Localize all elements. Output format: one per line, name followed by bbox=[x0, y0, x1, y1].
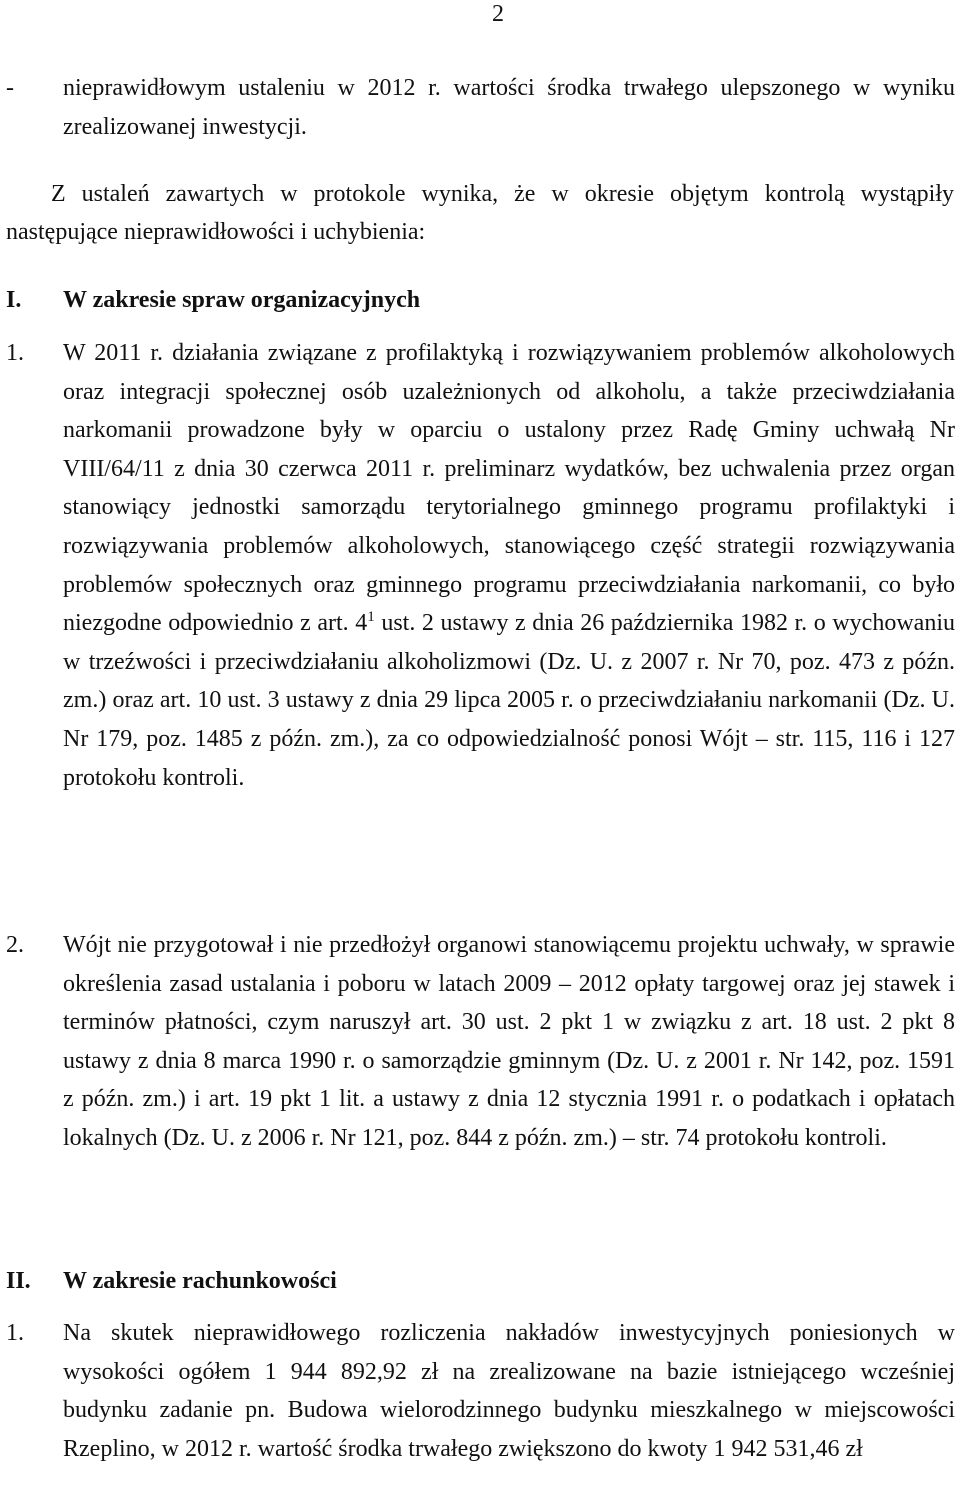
section-1-number: I. bbox=[6, 287, 22, 313]
page-number: 2 bbox=[492, 1, 504, 27]
findings-paragraph: Z ustaleń zawartych w protokole wynika, że w okresie objętym kontrolą wystąpiły następujące nieprawidłowości i uchybienia: bbox=[6, 181, 954, 245]
section-1-heading bbox=[0, 281, 955, 320]
intro-list-item bbox=[0, 69, 955, 146]
section-1-item-2 bbox=[0, 926, 955, 1158]
section-2-heading bbox=[0, 1262, 955, 1301]
section-2-item-1 bbox=[0, 1314, 955, 1468]
superscript: 1 bbox=[367, 609, 375, 626]
list-bullet: - bbox=[6, 75, 14, 101]
section-1-item-2-text: Wójt nie przygotował i nie przedłożył organowi stanowiącemu projektu uchwały, w sprawie określenia zasad ustalania i poboru w latach 2009 – 2012 opłaty targowej oraz jej stawek i terminów płatności, czym naruszył art. 30 ust. 2 pkt 1 w związku z art. 18 ust. 2 pkt 8 ustawy z dnia 8 marca 1990 r. o samorządzie gminnym (Dz. U. z 2001 r. Nr 142, poz. 1591 z późn. zm.) i art. 19 pkt 1 lit. a ustawy z dnia 12 stycznia 1991 r. o podatkach i opłatach lokalnych (Dz. U. z 2006 r. Nr 121, poz. 844 z późn. zm.) – str. 74 protokołu kontroli. bbox=[63, 932, 955, 1151]
item-number: 1. bbox=[6, 1320, 24, 1346]
item-text-part-2: ust. 2 ustawy z dnia 26 października 1982 r. o wychowaniu w trzeźwości i przeciwdziałaniu alkoholizmowi (Dz. U. z 2007 r. Nr 70, poz. 473 z późn. zm.) oraz art. 10 ust. 3 ustawy z dnia 29 lipca 2005 r. o przeciwdziałaniu narkomanii (Dz. U. Nr 179, poz. 1485 z późn. zm.), za co odpowiedzialność ponosi Wójt – str. 115, 116 i 127 protokołu kontroli. bbox=[63, 610, 955, 791]
section-1-item-1-text bbox=[63, 334, 955, 797]
section-2-title: W zakresie rachunkowości bbox=[63, 1268, 337, 1294]
item-number: 2. bbox=[6, 932, 24, 958]
section-1-title: W zakresie spraw organizacyjnych bbox=[63, 287, 421, 313]
section-2-item-1-text: Na skutek nieprawidłowego rozliczenia nakładów inwestycyjnych poniesionych w wysokości ogółem 1 944 892,92 zł na zrealizowane na bazie istniejącego wcześniej budynku zadanie pn. Budowa wielorodzinnego budynku mieszkalnego w miejscowości Rzeplino, w 2012 r. wartość środka trwałego zwiększono do kwoty 1 942 531,46 zł bbox=[63, 1320, 955, 1462]
section-2-number: II. bbox=[6, 1268, 31, 1294]
section-1-item-1 bbox=[0, 334, 955, 797]
item-number: 1. bbox=[6, 340, 24, 366]
item-text-part-1: W 2011 r. działania związane z profilaktyką i rozwiązywaniem problemów alkoholowych oraz integracji społecznej osób uzależnionych od alkoholu, a także przeciwdziałania narkomanii prowadzone były w oparciu o ustalony przez Radę Gminy uchwałą Nr VIII/64/11 z dnia 30 czerwca 2011 r. preliminarz wydatków, bez uchwalenia przez organ stanowiący jednostki samorządu terytorialnego gminnego programu profilaktyki i rozwiązywania problemów alkoholowych, stanowiącego część strategii rozwiązywania problemów społecznych oraz gminnego programu przeciwdziałania narkomanii, co było niezgodne odpowiednio z art. 4 bbox=[63, 340, 955, 637]
intro-item-text: nieprawidłowym ustaleniu w 2012 r. wartości środka trwałego ulepszonego w wyniku zrealizowanej inwestycji. bbox=[63, 75, 955, 140]
